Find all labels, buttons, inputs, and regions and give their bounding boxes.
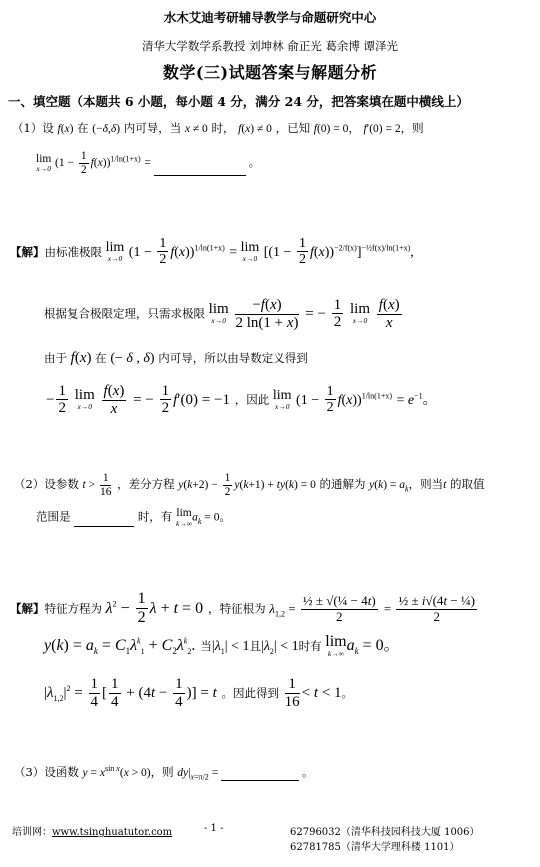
q2-c: 的通解为 (319, 477, 366, 492)
sol1-line2: 根据复合极限定理，只需求极限 lim x→0 $\frac{-f(x)}{2 \ln(1 + x)}$ = − $\frac{1}{2}$ lim x→0 $\frac{f(x)}{x}$ (44, 296, 400, 331)
q1-answer-blank[interactable] (154, 175, 246, 176)
sol1-line4-text: ，因此 (234, 392, 270, 407)
sol1-intro: 由标准极限 (44, 244, 102, 259)
q2-b: ，差分方程 (117, 477, 175, 492)
question-1: （1）设 f(x) 在 (−δ,δ) 内可导，当 x ≠ 0 时， f(x) ≠ 0 ，已知 f(0) = 0， f′(0) = 2，则 (12, 121, 424, 135)
sol2-tag: 【解】 (10, 601, 45, 616)
question-2: （2）设参数 t > $\frac{1}{16}$ ，差分方程 y(k+2) − $\frac{1}{2}$ y(k+1) + ty(k) = 0 的通解为 $y(k) = a_k$，则当t 的取值 (14, 472, 485, 498)
sol1-line2-text: 根据复合极限定理，只需求极限 (44, 306, 205, 321)
sol1-line3: 由于 f(x) 在 (− δ , δ) 内可导，所以由导数定义得到 (44, 350, 308, 366)
sol1-line3b: 在 (95, 351, 107, 365)
header-org: 水木艾迪考研辅导教学与命题研究中心 (163, 10, 377, 25)
q1-text-f: ， (348, 121, 360, 135)
sol2-e: 时有 (298, 639, 322, 653)
q2-g: 时，有 (137, 509, 173, 524)
q1-text-b: 在 (77, 121, 89, 135)
q3-b: ，则 (150, 765, 174, 779)
q1-text-g: ，则 (400, 121, 424, 135)
sol2-a: 特征方程为 (44, 601, 102, 616)
q2-a: 设参数 (44, 477, 79, 492)
footer-site (12, 823, 172, 838)
sol2-d: 且 (249, 639, 261, 653)
footer-site-link[interactable]: www.tsinghuatutor.com (52, 827, 173, 838)
q1-text-c: 内可导，当 (123, 121, 182, 135)
sol1-line4: − $\frac{1}{2}$ lim x→0 $\frac{f(x)}{x}$ = − $\frac{1}{2}$ f′(0) = −1 ，因此 lim x→0 (1 − $\frac{1}{2}$ $f(x))^{1/ln(1+x)} = e^{-1}$。 (46, 382, 437, 417)
q1-text-e: ，已知 (275, 121, 311, 135)
footer-site-label: 培训网： (12, 827, 52, 838)
q1-text-d: 时， (211, 121, 235, 135)
footer-phone-2: 62781785（清华大学理科楼 1101） (290, 842, 460, 853)
sol2-line3: $|\lambda_{1,2}|^2$ = $\frac{1}{4}$ [ $\frac{1}{4}$ + (4t − $\frac{1}{4}$ )] = t 。因此得到 $\frac{1}{16}$ < t < 1。 (44, 676, 353, 710)
sol2-c: 当 (200, 639, 212, 653)
q2-d: ，则当 (408, 477, 444, 492)
q3-a: 设函数 (44, 765, 79, 779)
q3-answer-blank[interactable] (221, 780, 299, 781)
q2-num: （2） (14, 477, 45, 492)
q1-limit-expr: lim x→0 (1 − $\frac{1}{2}$ f(x))$^{1/ln(1+x)}$ = 。 (36, 150, 261, 176)
sol1-line3a: 由于 (44, 351, 67, 365)
sol1-line3c: 内可导，所以由导数定义得到 (158, 351, 308, 365)
sol2-line2: $y(k) = a_k = C_1\lambda^k_1 + C_2\lambda^k_2$. 当$|\lambda_1| < 1$且$|\lambda_2| < 1$时有 lim k→∞ $a_k = 0$。 (44, 632, 400, 658)
footer-phone-1: 62796032（清华科技园科技大厦 1006） (290, 827, 480, 838)
section-heading: 一、填空题（本题共 6 小题，每小题 4 分，满分 24 分，把答案填在题中横线上） (8, 94, 469, 109)
question-3: （3）设函数 $y = x^{sin x}(x > 0)$，则 $dy|_{x=\pi/2}$ = 。 (14, 764, 314, 782)
sol1-line1: 【解】由标准极限 lim x→0 (1 − $\frac{1}{2}$ f(x))$^{1/ln(1+x)}$ = lim x→0 [(1 − $\frac{1}{2}$ f(x))$^{-2/f(x)}$]$^{-\frac{1}{2}f(x)/ln(1+x)}$, (10, 236, 414, 268)
q2-answer-blank[interactable] (74, 526, 134, 527)
q3-num: （3） (14, 765, 45, 779)
q2-line2: 范围是 时，有 lim k→∞ $a_k = 0$。 (36, 507, 231, 528)
header-authors: 清华大学数学系教授 刘坤林 俞正光 葛余博 谭泽光 (141, 39, 399, 53)
q1-num: （1） (12, 121, 43, 135)
sol2-line1: 【解】特征方程为 $\lambda^2$ − $\frac{1}{2}$ λ + t = 0 ，特征根为 $\lambda_{1,2}$ = $\frac{\text{½ ± √(¼ − 4t)}}{2}$ = $\frac{\text{½ ± i√(4t − ¼)}}{2}$ (10, 590, 475, 626)
page-title: 数学(三)试题答案与解题分析 (162, 63, 378, 82)
footer-page-number: - 1 - (204, 823, 224, 834)
q1-text-a: 设 (42, 121, 54, 135)
q2-e: 的取值 (449, 477, 485, 492)
sol1-tag: 【解】 (10, 244, 45, 259)
sol2-b: ，特征根为 (208, 601, 266, 616)
q2-f: 范围是 (36, 509, 71, 524)
sol2-f: 。因此得到 (221, 686, 280, 700)
